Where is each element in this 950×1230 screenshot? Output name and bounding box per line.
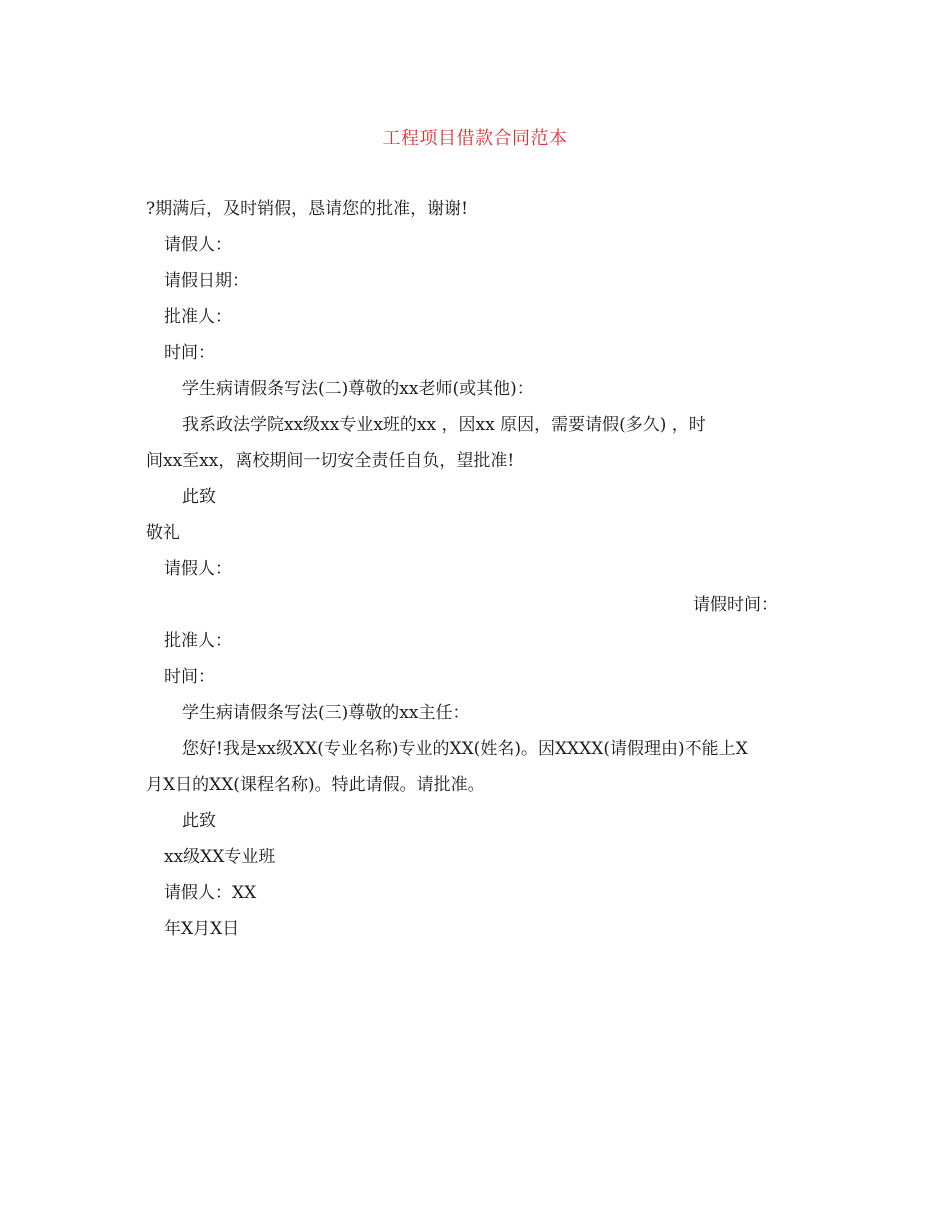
text-line: 请假人：	[164, 559, 232, 579]
text-line: 请假时间：	[693, 595, 778, 615]
text-line: 敬礼	[146, 523, 180, 543]
text-line: 批准人：	[164, 307, 232, 327]
section-heading: 学生病请假条写法(二)尊敬的xx老师(或其他)：	[182, 379, 534, 399]
text-line: 批准人：	[164, 631, 232, 651]
text-line: 请假日期：	[164, 271, 249, 291]
text-line: 我系政法学院xx级xx专业x班的xx ，因xx 原因，需要请假(多久) ，时	[182, 415, 706, 435]
text-line: 间xx至xx，离校期间一切安全责任自负，望批准!	[146, 451, 515, 471]
text-line: 此致	[182, 487, 216, 507]
text-line: ?期满后，及时销假，恳请您的批准，谢谢!	[146, 199, 468, 219]
text-line: 您好!我是xx级XX(专业名称)专业的XX(姓名)。因XXXX(请假理由)不能上X	[182, 739, 748, 759]
text-line: 此致	[182, 811, 216, 831]
text-line: xx级XX专业班	[164, 847, 276, 867]
text-line: 请假人：XX	[164, 883, 257, 903]
text-line: 时间：	[164, 667, 215, 687]
text-line: 月X日的XX(课程名称)。特此请假。请批准。	[146, 775, 485, 795]
text-line: 时间：	[164, 343, 215, 363]
section-heading: 学生病请假条写法(三)尊敬的xx主任：	[182, 703, 470, 723]
document-title: 工程项目借款合同范本	[382, 128, 568, 149]
text-line: 年X月X日	[164, 919, 240, 939]
text-line: 请假人：	[164, 235, 232, 255]
